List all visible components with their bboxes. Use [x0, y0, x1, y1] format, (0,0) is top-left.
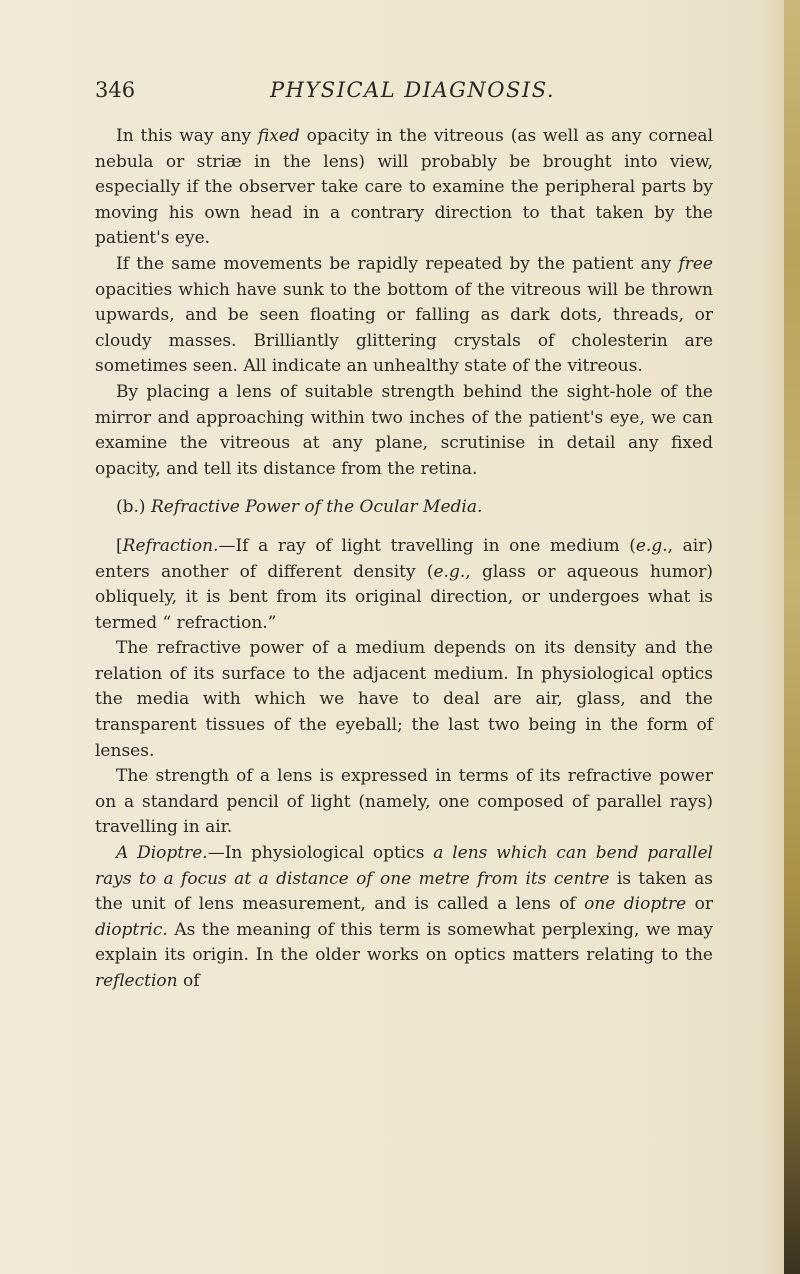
page-edge — [784, 0, 800, 1274]
paragraph-lens-strength: The strength of a lens is expressed in terms of its refractive power on a standard pencil of light (namely, one composed of parallel rays) travelling in air. — [95, 766, 713, 838]
page-number: 346 — [95, 78, 136, 102]
text-run: —If a ray of light travelling in one medium ( — [218, 535, 636, 556]
paragraph-lens-placing: By placing a lens of suitable strength behind the sight-hole of the mirror and approaching within two inches of the patient's eye, we can examine the vitreous at any plane, scrutinise in detail any fixed opacity, and tell its distance from the retina. — [95, 381, 713, 479]
section-label: (b.) — [116, 497, 146, 518]
term-dioptric: dioptric. — [95, 919, 168, 940]
paragraph-refractive-power: The refractive power of a medium depends on its density and the relation of its surface to the adjacent medium. In physiological optics the media with which we have to deal are air, glass, and the transparent tissues of the eyeball; the last two being in the form of lenses. — [95, 638, 713, 761]
emphasis-free: free — [678, 253, 713, 274]
running-title: PHYSICAL DIAGNOSIS. — [270, 78, 556, 102]
text-run: , air) enters another of different density ( — [95, 535, 714, 582]
term-refraction: Refraction. — [122, 535, 219, 556]
paragraph-fixed-opacity — [95, 124, 713, 252]
text-run: or — [686, 894, 713, 915]
text-run: In this way any — [116, 126, 258, 146]
section-heading — [95, 495, 713, 521]
section-title: Refractive Power of the Ocular Media. — [150, 497, 483, 518]
text-run: of — [177, 971, 200, 991]
text-run: opacity in the vitreous (as well as any corneal nebula or striæ in the lens) will probably be brought into view, especially if the observer take care to examine the peripheral parts by moving his own head in a contrary direction to that taken by the patient's eye. — [95, 126, 714, 249]
body-text — [95, 124, 713, 995]
abbrev-eg: e.g. — [635, 535, 668, 556]
text-run: , glass or aqueous humor) obliquely, it is bent from its original direction, or undergoes what is termed “ refraction.” — [95, 561, 713, 633]
text-run: As the meaning of this term is somewhat perplexing, we may explain its origin. In the older works on optics matters relating to the — [95, 919, 713, 966]
term-dioptre: A Dioptre. — [116, 843, 208, 864]
text-run: —In physiological optics — [207, 843, 434, 864]
bracket: [ — [116, 535, 123, 556]
paragraph-dioptre — [95, 841, 713, 995]
term-reflection: reflection — [95, 971, 178, 991]
text-run: is taken as the unit of lens measurement, and is called a lens of — [95, 868, 713, 915]
text-run: If the same movements be rapidly repeated by the patient any — [116, 253, 679, 274]
paragraph-free-opacities — [95, 252, 713, 380]
emphasis-fixed: fixed — [257, 126, 300, 146]
text-run: opacities which have sunk to the bottom of the vitreous will be thrown upwards, and be seen floating or falling as dark dots, threads, or cloudy masses. Brilliantly glittering crystals of cholesterin are sometimes seen. All indicate an unhealthy state of the vitreous. — [95, 279, 713, 377]
paragraph-refraction — [95, 534, 713, 636]
dioptre-definition: a lens which can bend parallel rays to a focus at a distance of one metre from its centre — [95, 843, 713, 889]
term-one-dioptre: one dioptre — [584, 894, 687, 915]
abbrev-eg: e.g. — [433, 561, 466, 582]
